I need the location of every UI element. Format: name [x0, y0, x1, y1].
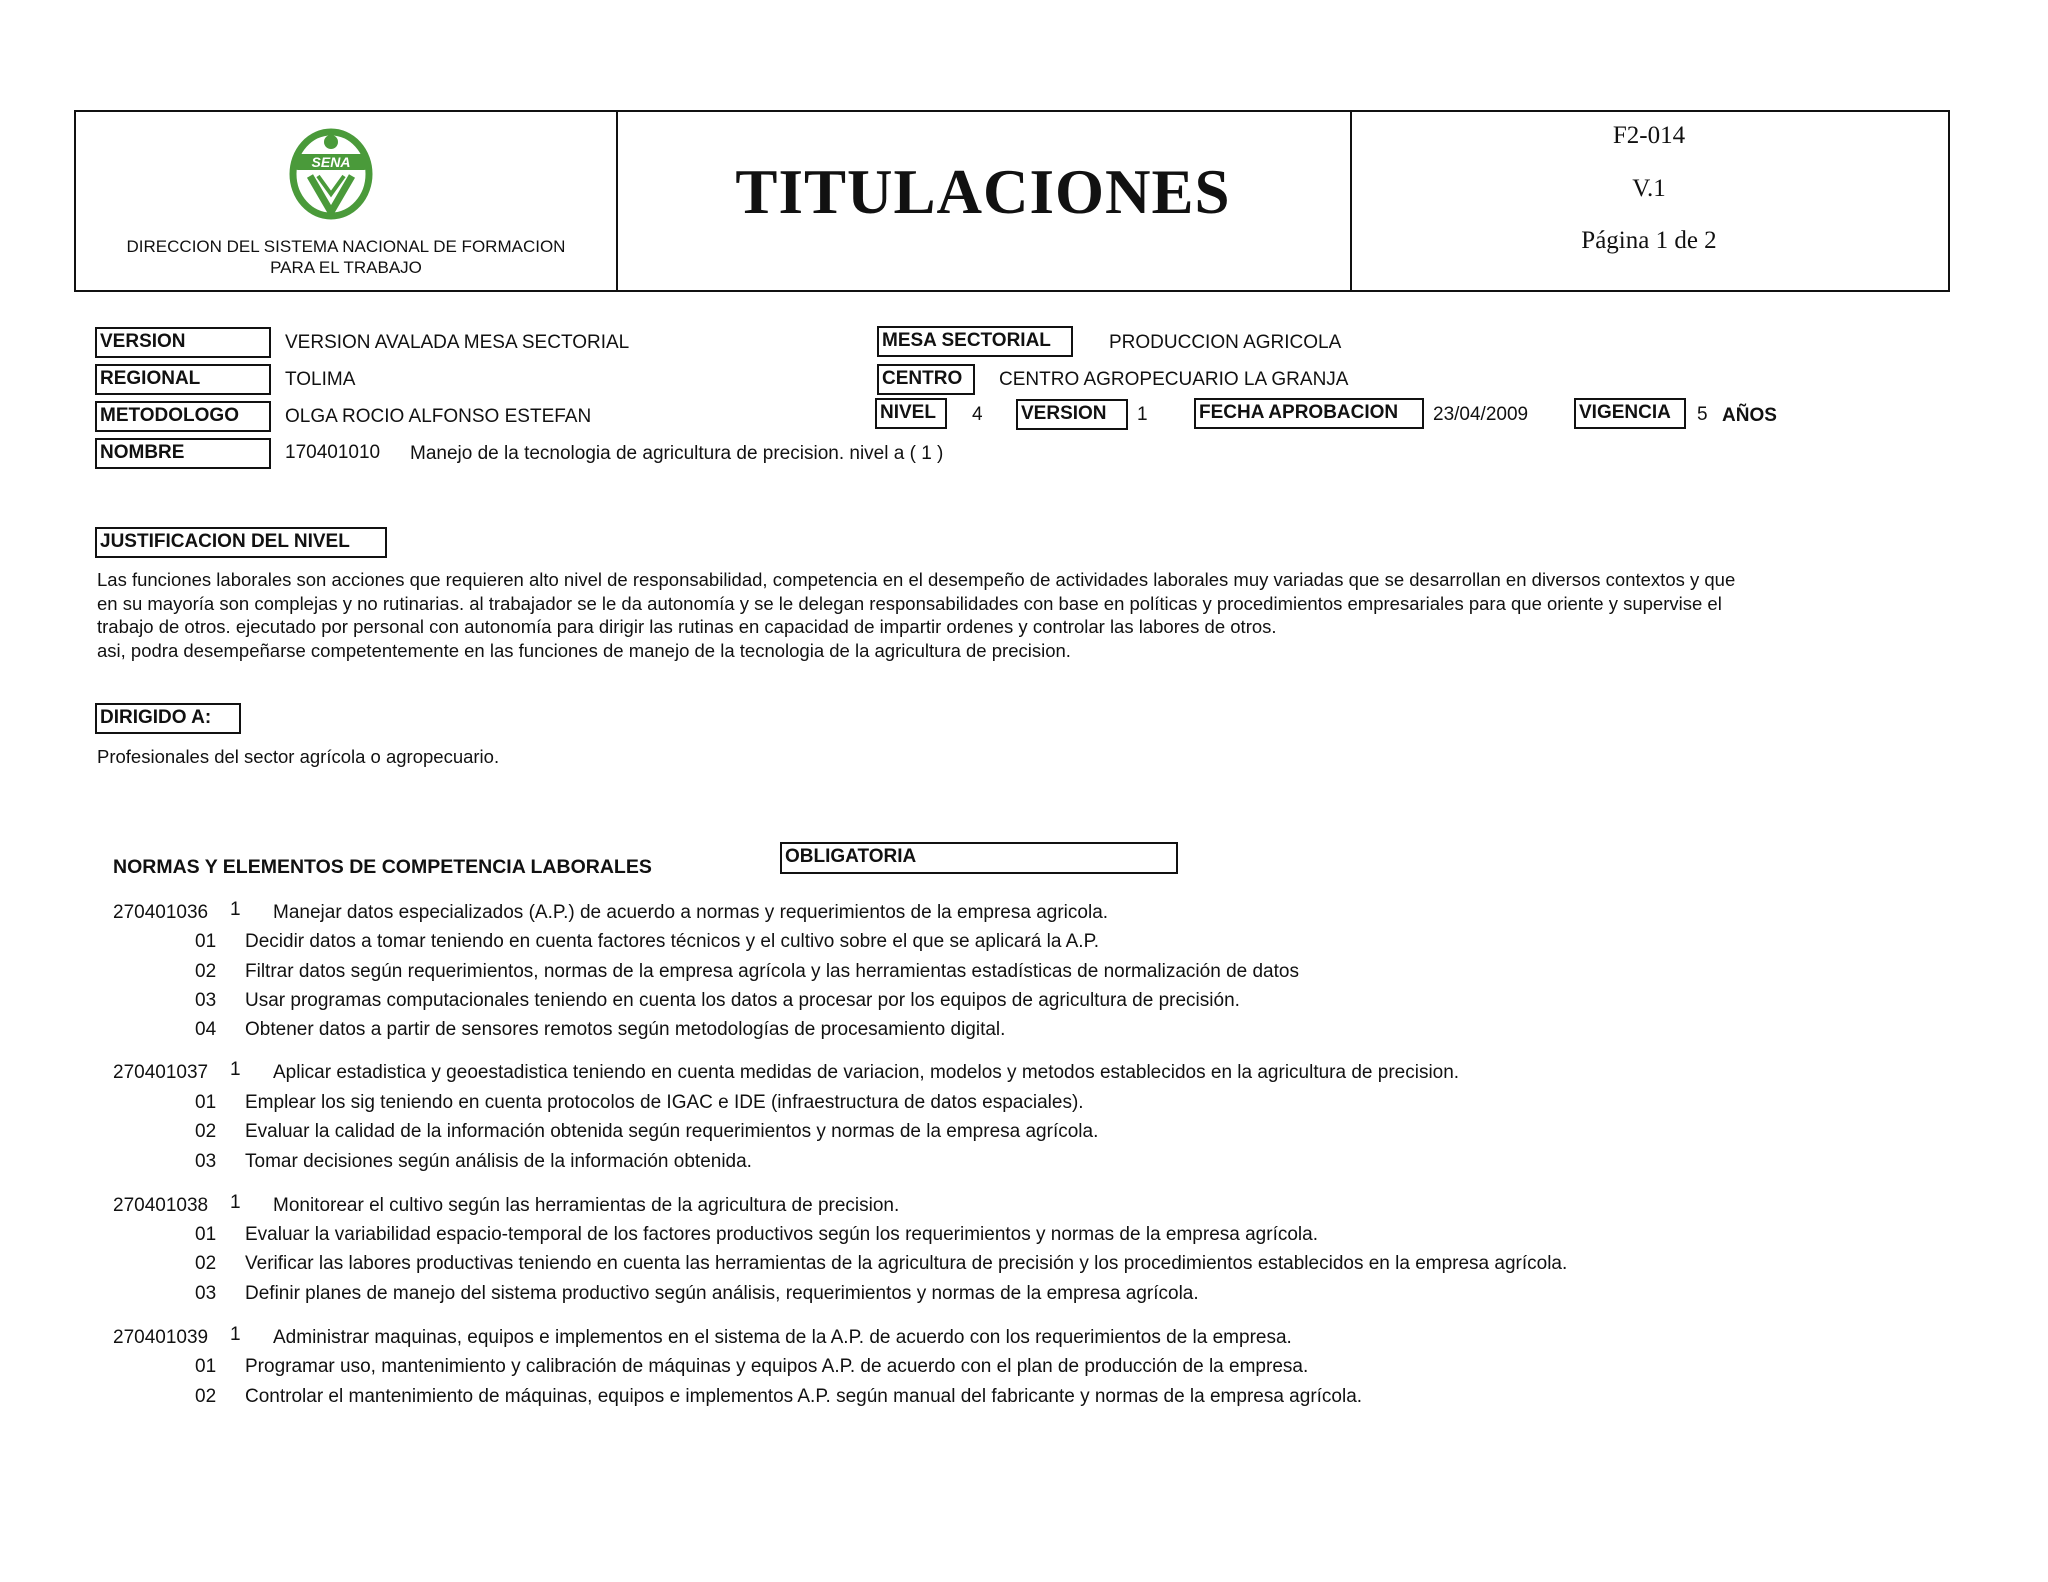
element-text: Programar uso, mantenimiento y calibración de máquinas y equipos A.P. de acuerdo con el plan de producción de la empresa.: [245, 1356, 1309, 1377]
normas-heading: NORMAS Y ELEMENTOS DE COMPETENCIA LABORALES: [113, 856, 652, 878]
justificacion-text: [97, 568, 1957, 662]
version-value: VERSION AVALADA MESA SECTORIAL: [285, 332, 630, 353]
vigencia-unit: AÑOS: [1722, 405, 1777, 426]
form-code: F2-014: [1612, 122, 1686, 149]
fecha-aprobacion-label: FECHA APROBACION: [1194, 398, 1424, 429]
version-number-value: 1: [1137, 404, 1148, 425]
metodologo-value: OLGA ROCIO ALFONSO ESTEFAN: [285, 406, 592, 427]
norma-code: 270401039: [113, 1327, 209, 1348]
form-version: V.1: [1632, 175, 1666, 202]
centro-label: CENTRO: [877, 364, 975, 395]
element-text: Evaluar la calidad de la información obtenida según requerimientos y normas de la empresa agrícola.: [245, 1121, 1099, 1142]
dirigido-text: Profesionales del sector agrícola o agropecuario.: [97, 746, 500, 767]
norma-number: 1: [230, 899, 241, 920]
element-text: Verificar las labores productivas teniendo en cuenta las herramientas de la agricultura de precisión y los procedimientos establecidos en la empresa agrícola.: [245, 1253, 1568, 1274]
element-text: Decidir datos a tomar teniendo en cuenta factores técnicos y el cultivo sobre el que se aplicará la A.P.: [245, 931, 1100, 952]
element-code: 02: [195, 1253, 217, 1274]
nombre-value: Manejo de la tecnologia de agricultura de precision. nivel a ( 1 ): [410, 443, 944, 464]
element-text: Tomar decisiones según análisis de la información obtenida.: [245, 1151, 752, 1172]
dirigido-label: DIRIGIDO A:: [95, 703, 241, 734]
justificacion-line: Las funciones laborales son acciones que requieren alto nivel de responsabilidad, competencia en el desempeño de actividades laborales muy variadas que se desarrollan en diversos contextos y que: [97, 569, 1736, 590]
justificacion-line: asi, podra desempeñarse competentemente en las funciones de manejo de la tecnologia de la agricultura de precision.: [97, 639, 1071, 661]
norma-code: 270401038: [113, 1195, 209, 1216]
version-number-label: VERSION: [1016, 399, 1128, 430]
page-number: Página 1 de 2: [1581, 227, 1717, 254]
logo-text: SENA: [311, 154, 351, 170]
element-code: 02: [195, 961, 217, 982]
nombre-label: NOMBRE: [95, 438, 271, 469]
element-text: Emplear los sig teniendo en cuenta protocolos de IGAC e IDE (infraestructura de datos espaciales).: [245, 1092, 1084, 1113]
element-code: 03: [195, 1151, 217, 1172]
element-text: Filtrar datos según requerimientos, normas de la empresa agrícola y las herramientas estadísticas de normalización de datos: [245, 961, 1299, 982]
document-header: [74, 110, 1950, 292]
element-code: 02: [195, 1386, 217, 1407]
element-text: Controlar el mantenimiento de máquinas, equipos e implementos A.P. según manual del fabricante y normas de la empresa agrícola.: [245, 1386, 1363, 1407]
element-code: 03: [195, 1283, 217, 1304]
element-text: Evaluar la variabilidad espacio-temporal de los factores productivos según los requerimientos y normas de la empresa agrícola.: [245, 1224, 1318, 1245]
norma-number: 1: [230, 1059, 241, 1080]
vigencia-label: VIGENCIA: [1574, 398, 1686, 429]
nivel-label: NIVEL: [875, 398, 947, 429]
fecha-aprobacion-value: 23/04/2009: [1433, 404, 1529, 425]
norma-text: Monitorear el cultivo según las herramientas de la agricultura de precision.: [273, 1195, 900, 1216]
justificacion-line: en su mayoría son complejas y no rutinarias. al trabajador se le da autonomía y se le delegan responsabilidades con base en políticas y procedimientos empresariales para que oriente y supervise el: [97, 592, 1722, 614]
element-code: 03: [195, 990, 217, 1011]
element-text: Usar programas computacionales teniendo en cuenta los datos a procesar por los equipos de agricultura de precisión.: [245, 990, 1240, 1011]
metodologo-label: METODOLOGO: [95, 401, 271, 432]
nivel-value: 4: [972, 404, 983, 425]
norma-number: 1: [230, 1192, 241, 1213]
header-title-cell: [616, 112, 1352, 290]
norma-number: 1: [230, 1324, 241, 1345]
norma-code: 270401036: [113, 902, 209, 923]
centro-value: CENTRO AGROPECUARIO LA GRANJA: [999, 369, 1349, 390]
mesa-sectorial-value: PRODUCCION AGRICOLA: [1109, 332, 1342, 353]
norma-text: Manejar datos especializados (A.P.) de acuerdo a normas y requerimientos de la empresa agricola.: [273, 902, 1109, 923]
regional-value: TOLIMA: [285, 369, 356, 390]
element-code: 01: [195, 1224, 217, 1245]
obligatoria-badge: OBLIGATORIA: [780, 842, 1178, 874]
element-code: 04: [195, 1019, 217, 1040]
element-text: Obtener datos a partir de sensores remotos según metodologías de procesamiento digital.: [245, 1019, 1006, 1040]
org-line-2: PARA EL TRABAJO: [270, 258, 422, 277]
page-title: TITULACIONES: [735, 157, 1231, 227]
justificacion-label: JUSTIFICACION DEL NIVEL: [95, 527, 387, 558]
justificacion-line: trabajo de otros. ejecutado por personal con autonomía para dirigir las rutinas en capacidad de impartir ordenes y controlar las labores de otros.: [97, 616, 1277, 637]
nombre-code: 170401010: [285, 442, 381, 463]
element-text: Definir planes de manejo del sistema productivo según análisis, requerimientos y normas de la empresa agrícola.: [245, 1283, 1199, 1304]
norma-code: 270401037: [113, 1062, 209, 1083]
element-code: 01: [195, 931, 217, 952]
org-line-1: DIRECCION DEL SISTEMA NACIONAL DE FORMACION: [126, 237, 566, 256]
header-code-cell: [1350, 112, 1948, 290]
norma-text: Administrar maquinas, equipos e implementos en el sistema de la A.P. de acuerdo con los requerimientos de la empresa.: [273, 1327, 1292, 1348]
mesa-sectorial-label: MESA SECTORIAL: [877, 326, 1073, 357]
element-code: 01: [195, 1092, 217, 1113]
header-org-cell: [76, 112, 618, 290]
element-code: 01: [195, 1356, 217, 1377]
org-name: [76, 236, 616, 278]
norma-text: Aplicar estadistica y geoestadistica teniendo en cuenta medidas de variacion, modelos y metodos establecidos en la agricultura de precision.: [273, 1062, 1460, 1083]
vigencia-value: 5: [1697, 404, 1708, 425]
sena-logo-icon: [288, 128, 374, 220]
element-code: 02: [195, 1121, 217, 1142]
version-label: VERSION: [95, 327, 271, 358]
regional-label: REGIONAL: [95, 364, 271, 395]
